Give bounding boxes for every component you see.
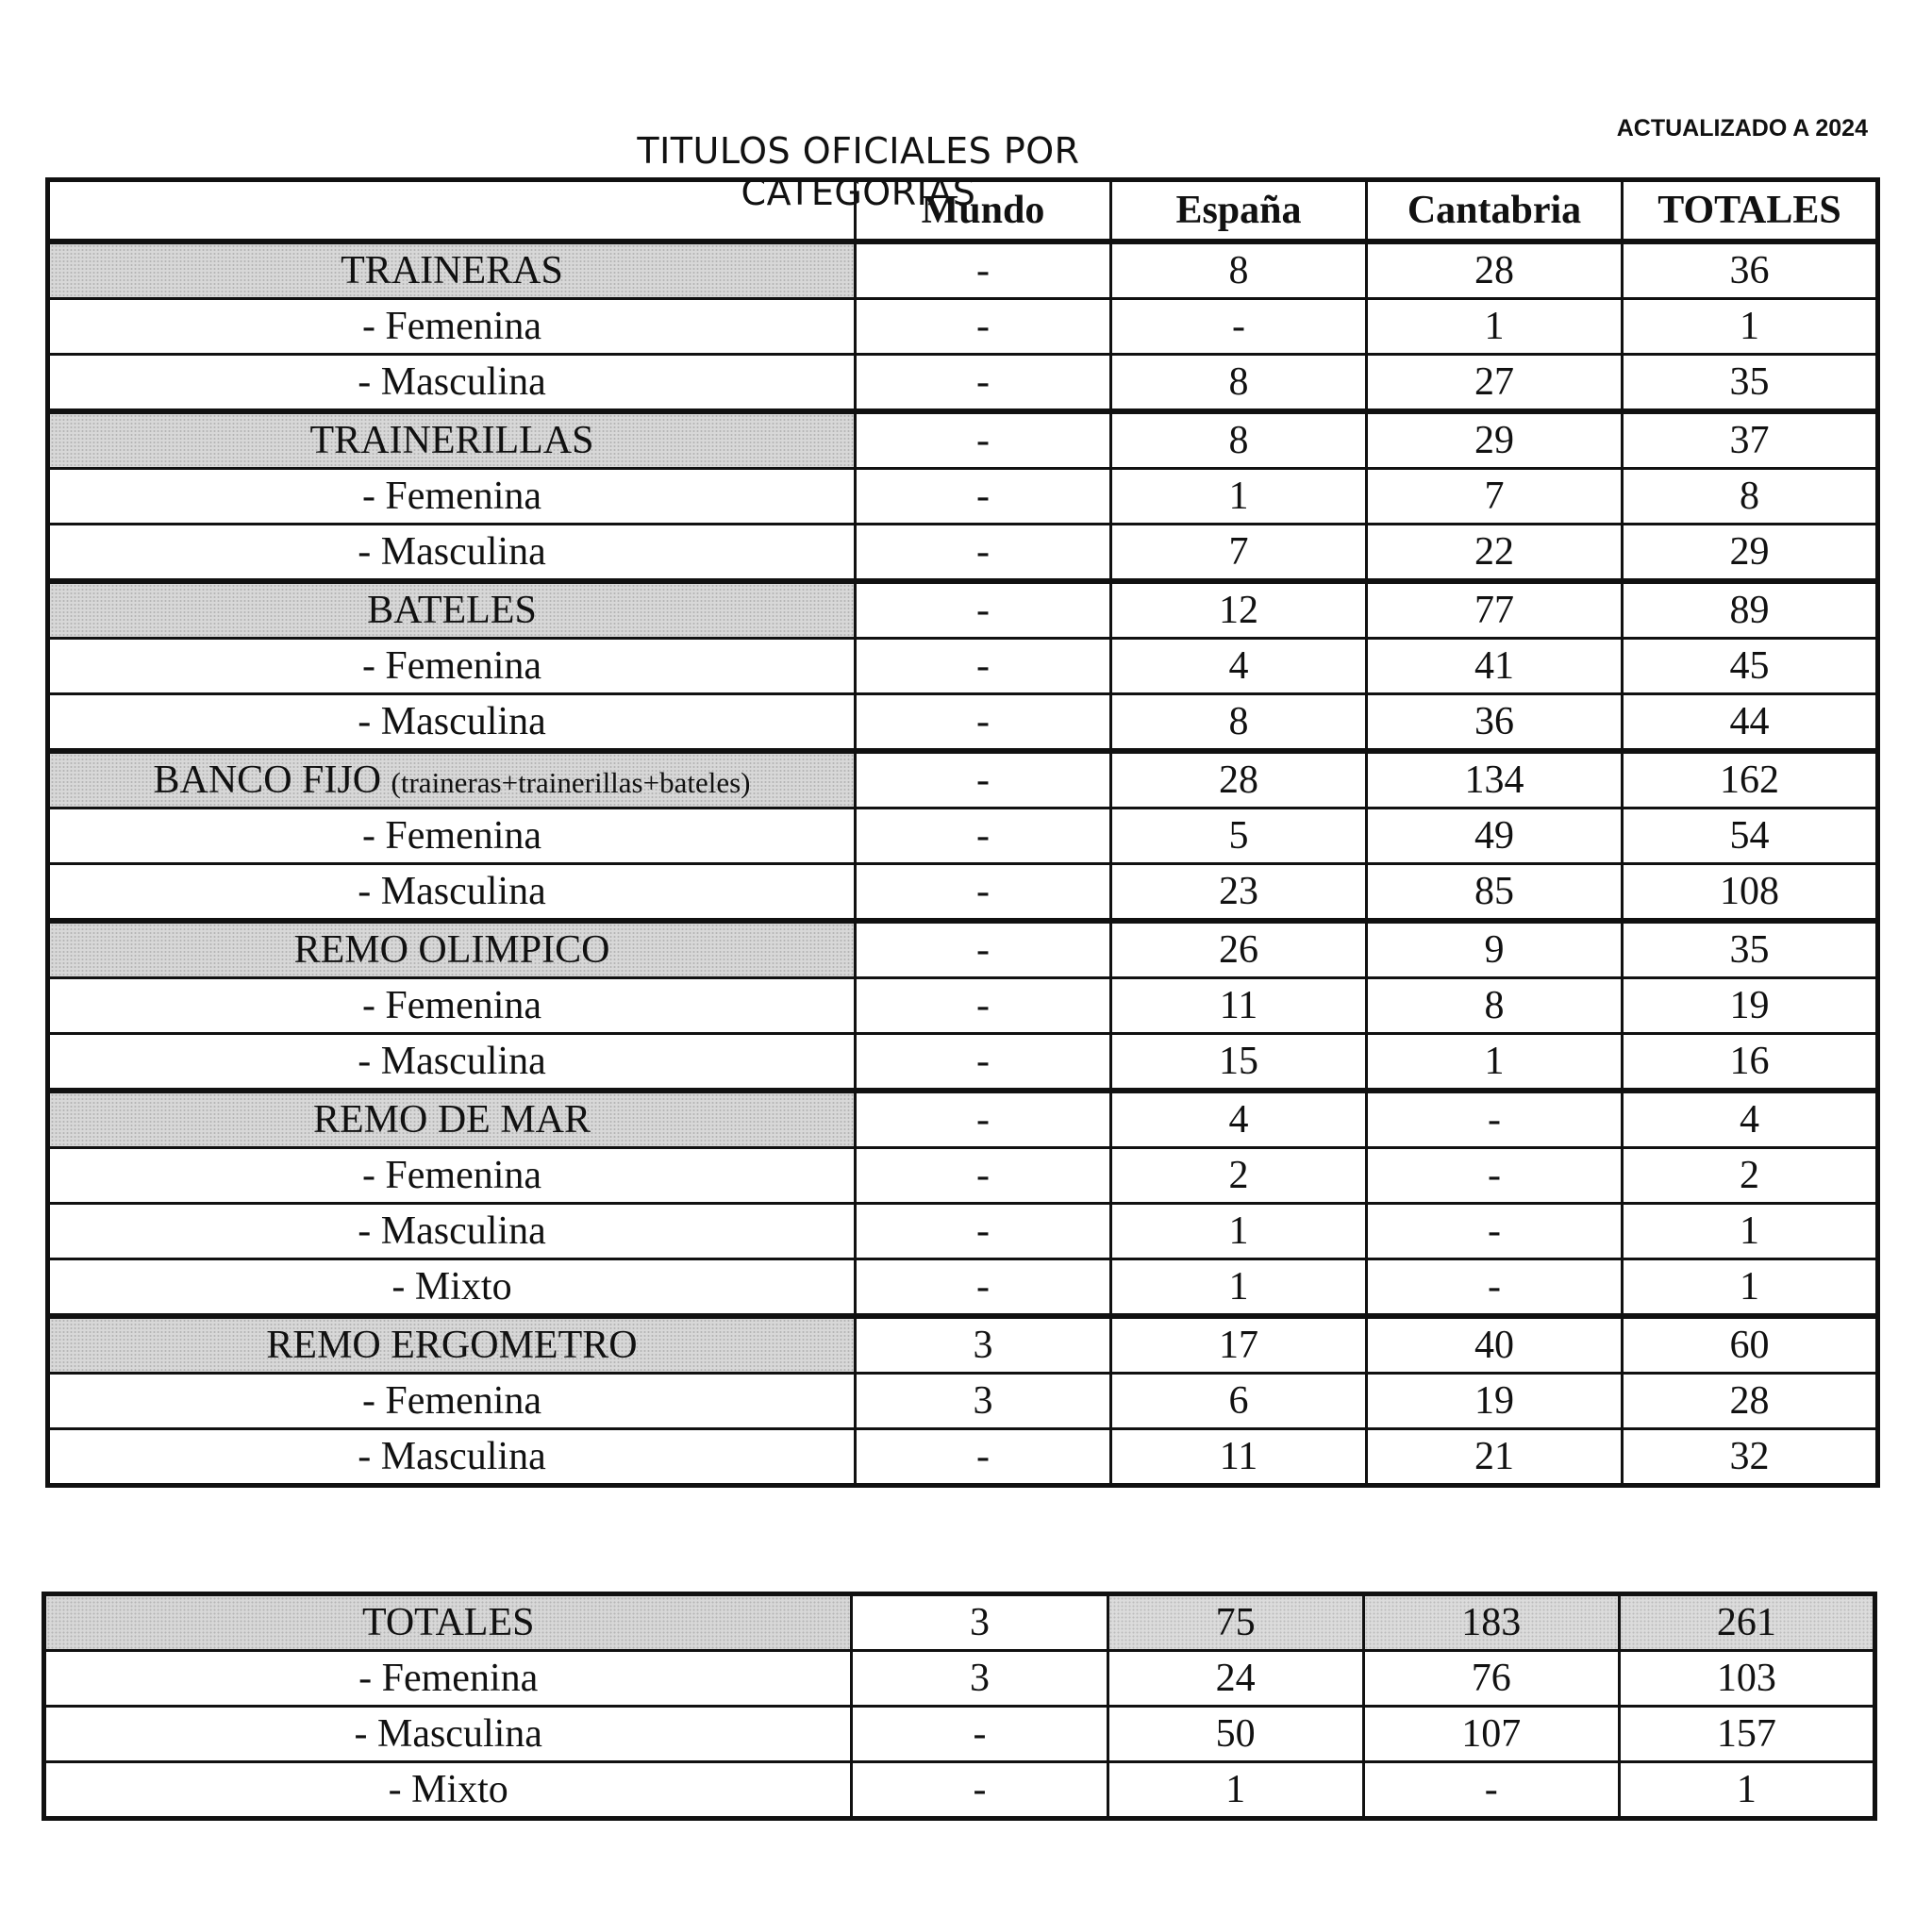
subcategory-row [44,1651,1875,1707]
cantabria-value: 27 [1367,355,1623,412]
mundo-value: - [856,469,1111,525]
subcategory-row [44,1762,1875,1819]
titles-table-body [48,242,1878,1486]
mundo-value: - [856,1429,1111,1486]
cantabria-value: 28 [1367,242,1623,299]
cantabria-value: 183 [1363,1594,1619,1651]
subcategory-row [48,1429,1878,1486]
totals-table-body [44,1594,1875,1819]
totales-value: 35 [1623,921,1878,978]
espana-value: 1 [1111,469,1367,525]
subcategory-label: - Masculina [48,525,856,582]
mundo-value: - [856,1259,1111,1317]
cantabria-value: 7 [1367,469,1623,525]
totales-value: 54 [1623,808,1878,864]
subcategory-label: - Mixto [48,1259,856,1317]
espana-value: 4 [1111,1091,1367,1148]
espana-value: 5 [1111,808,1367,864]
subcategory-row [48,355,1878,412]
mundo-value: 3 [852,1594,1108,1651]
totales-value: 16 [1623,1034,1878,1092]
totales-value: 44 [1623,694,1878,752]
totales-value: 108 [1623,864,1878,922]
cantabria-value: 77 [1367,581,1623,639]
category-name: REMO OLIMPICO [293,928,610,972]
mundo-value: - [852,1762,1108,1819]
subcategory-row [48,1374,1878,1429]
espana-value: 8 [1111,694,1367,752]
mundo-value: - [856,299,1111,355]
mundo-value: - [856,639,1111,694]
espana-value: 4 [1111,639,1367,694]
totales-value: 103 [1619,1651,1874,1707]
espana-value: 75 [1108,1594,1363,1651]
espana-value: 2 [1111,1148,1367,1204]
cantabria-value: 21 [1367,1429,1623,1486]
espana-value: 28 [1111,751,1367,808]
totales-value: 37 [1623,411,1878,469]
cantabria-value: 22 [1367,525,1623,582]
espana-value: 24 [1108,1651,1363,1707]
mundo-value: - [856,355,1111,412]
updated-label: ACTUALIZADO A 2024 [1616,115,1868,142]
subcategory-label: - Femenina [48,469,856,525]
category-name: TRAINERILLAS [309,419,594,462]
subcategory-row [48,978,1878,1034]
subcategory-label: - Masculina [48,355,856,412]
category-name: BANCO FIJO [153,758,382,802]
mundo-value: - [856,808,1111,864]
mundo-value: - [856,581,1111,639]
subcategory-label: - Masculina [48,864,856,922]
subcategory-row [48,299,1878,355]
cantabria-value: 41 [1367,639,1623,694]
category-row [48,411,1878,469]
header-empty-cell [48,180,856,242]
cantabria-value: 107 [1363,1707,1619,1762]
category-name: BATELES [367,589,537,632]
totales-value: 1 [1619,1762,1874,1819]
subcategory-row [48,1204,1878,1259]
subcategory-row [48,525,1878,582]
totales-value: 261 [1619,1594,1874,1651]
totales-value: 36 [1623,242,1878,299]
cantabria-value: 19 [1367,1374,1623,1429]
cantabria-value: 49 [1367,808,1623,864]
category-name: TRAINERAS [341,249,563,292]
espana-value: 17 [1111,1316,1367,1374]
espana-value: 26 [1111,921,1367,978]
totales-value: 1 [1623,1259,1878,1317]
totales-value: 60 [1623,1316,1878,1374]
mundo-value: - [856,1091,1111,1148]
category-note: (traineras+trainerillas+bateles) [391,766,751,799]
totales-value: 4 [1623,1091,1878,1148]
mundo-value: - [856,978,1111,1034]
totales-value: 19 [1623,978,1878,1034]
espana-value: - [1111,299,1367,355]
subcategory-row [48,694,1878,752]
totals-table [42,1592,1877,1821]
category-name-cell [48,1316,856,1374]
espana-value: 11 [1111,1429,1367,1486]
subcategory-row [48,808,1878,864]
cantabria-value: - [1367,1091,1623,1148]
totales-value: 32 [1623,1429,1878,1486]
espana-value: 7 [1111,525,1367,582]
subcategory-label: - Femenina [48,978,856,1034]
totales-value: 45 [1623,639,1878,694]
mundo-value: - [856,1034,1111,1092]
subcategory-row [48,864,1878,922]
subcategory-label: - Femenina [48,1374,856,1429]
espana-value: 11 [1111,978,1367,1034]
header-espana: España [1111,180,1367,242]
category-name-cell [48,921,856,978]
espana-value: 8 [1111,355,1367,412]
mundo-value: - [856,1148,1111,1204]
category-name-cell [44,1594,852,1651]
totales-value: 157 [1619,1707,1874,1762]
cantabria-value: 134 [1367,751,1623,808]
subcategory-label: - Mixto [44,1762,852,1819]
category-name-cell [48,411,856,469]
category-name: REMO ERGOMETRO [266,1324,638,1367]
subcategory-label: - Masculina [48,1204,856,1259]
totales-value: 2 [1623,1148,1878,1204]
espana-value: 6 [1111,1374,1367,1429]
subcategory-label: - Femenina [44,1651,852,1707]
category-row [44,1594,1875,1651]
subcategory-label: - Femenina [48,1148,856,1204]
totales-value: 89 [1623,581,1878,639]
subcategory-row [48,1259,1878,1317]
category-row [48,1316,1878,1374]
category-row [48,242,1878,299]
subcategory-row [48,1034,1878,1092]
cantabria-value: 29 [1367,411,1623,469]
totales-value: 162 [1623,751,1878,808]
cantabria-value: 85 [1367,864,1623,922]
mundo-value: - [856,694,1111,752]
subcategory-label: - Masculina [48,1429,856,1486]
mundo-value: - [856,525,1111,582]
cantabria-value: 9 [1367,921,1623,978]
category-name: TOTALES [361,1601,535,1644]
espana-value: 8 [1111,242,1367,299]
totales-value: 8 [1623,469,1878,525]
cantabria-value: - [1367,1259,1623,1317]
mundo-value: - [856,242,1111,299]
category-row [48,751,1878,808]
totales-value: 35 [1623,355,1878,412]
cantabria-value: 8 [1367,978,1623,1034]
category-row [48,581,1878,639]
subcategory-label: - Masculina [44,1707,852,1762]
mundo-value: - [856,751,1111,808]
cantabria-value: - [1363,1762,1619,1819]
header-mundo: Mundo [856,180,1111,242]
page-title: TITULOS OFICIALES POR CATEGORIAS [637,130,1080,213]
cantabria-value: 76 [1363,1651,1619,1707]
table-header-row [48,180,1878,242]
header-cantabria: Cantabria [1367,180,1623,242]
category-name-cell [48,751,856,808]
cantabria-value: 1 [1367,299,1623,355]
subcategory-label: - Masculina [48,1034,856,1092]
subcategory-label: - Femenina [48,639,856,694]
subcategory-row [48,469,1878,525]
espana-value: 1 [1111,1259,1367,1317]
subcategory-row [48,1148,1878,1204]
header-totales: TOTALES [1623,180,1878,242]
espana-value: 12 [1111,581,1367,639]
totales-value: 28 [1623,1374,1878,1429]
subcategory-row [44,1707,1875,1762]
cantabria-value: - [1367,1204,1623,1259]
mundo-value: - [856,864,1111,922]
espana-value: 1 [1111,1204,1367,1259]
category-name-cell [48,242,856,299]
category-name-cell [48,1091,856,1148]
espana-value: 15 [1111,1034,1367,1092]
espana-value: 8 [1111,411,1367,469]
category-name-cell [48,581,856,639]
category-name: REMO DE MAR [312,1098,591,1142]
totales-value: 1 [1623,299,1878,355]
category-row [48,921,1878,978]
totales-value: 29 [1623,525,1878,582]
category-row [48,1091,1878,1148]
cantabria-value: 36 [1367,694,1623,752]
mundo-value: 3 [856,1374,1111,1429]
mundo-value: - [852,1707,1108,1762]
mundo-value: - [856,921,1111,978]
mundo-value: 3 [852,1651,1108,1707]
espana-value: 1 [1108,1762,1363,1819]
titles-table [45,177,1880,1488]
cantabria-value: 1 [1367,1034,1623,1092]
subcategory-label: - Masculina [48,694,856,752]
mundo-value: 3 [856,1316,1111,1374]
mundo-value: - [856,1204,1111,1259]
espana-value: 23 [1111,864,1367,922]
cantabria-value: 40 [1367,1316,1623,1374]
subcategory-row [48,639,1878,694]
cantabria-value: - [1367,1148,1623,1204]
mundo-value: - [856,411,1111,469]
subcategory-label: - Femenina [48,808,856,864]
subcategory-label: - Femenina [48,299,856,355]
espana-value: 50 [1108,1707,1363,1762]
totales-value: 1 [1623,1204,1878,1259]
